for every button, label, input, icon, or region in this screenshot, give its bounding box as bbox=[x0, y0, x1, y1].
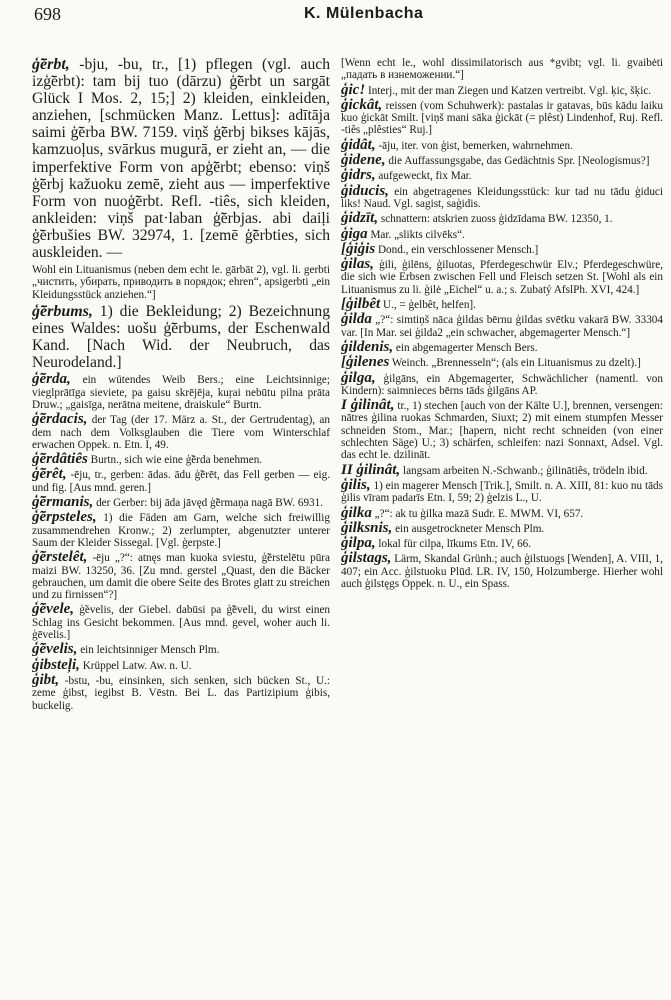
dictionary-entry bbox=[341, 81, 663, 98]
dictionary-entry bbox=[341, 258, 663, 296]
dictionary-entry bbox=[341, 369, 663, 398]
entry-text: ein leichtsinniger Mensch Plm. bbox=[77, 644, 220, 657]
entry-text: ein ausgetrockneter Mensch Plm. bbox=[392, 522, 545, 535]
entry-headword: ģilda bbox=[341, 311, 372, 328]
dictionary-entry bbox=[341, 537, 663, 550]
dictionary-entry bbox=[341, 313, 663, 339]
entry-text: ģ̃evelis, der Giebel. dabūsi pa ģ̃ēveli, du wirst einen Schlag ins Gesicht bekommen. [Aus mnd. gevel, woher auch li. ģēvelis.] bbox=[32, 604, 330, 642]
dictionary-entry bbox=[32, 551, 330, 601]
entry-text: [Wenn echt le., wohl dissimilatorisch aus *gvibt; vgl. li. gvaibėti „падать в изнеможении.“] bbox=[341, 57, 663, 82]
entry-text: der Gerber: bij āda jāvęd ģ̃ērmaņa nagā BW. 6931. bbox=[93, 497, 324, 510]
entry-headword: ģilis, bbox=[341, 476, 371, 493]
entry-headword: [ģilenes bbox=[341, 354, 390, 371]
entry-headword: ģilka bbox=[341, 504, 372, 521]
dictionary-entry bbox=[32, 468, 330, 494]
page-number: 698 bbox=[34, 4, 61, 24]
dictionary-entry bbox=[341, 96, 663, 137]
dictionary-entry bbox=[32, 373, 330, 411]
entry-text: tr., 1) stechen [auch von der Kälte U.], brennen, versengen: nātres ģilina ruokas Schmarden, Siuxt; 2) mit einem stumpfen Messer schneiden Stom., Mar.; [hapern, nicht recht schneiden (von einer schlechten Säge) U.; 3) schärfen, schleifen: nazi Sonnaxt, Adsel. Vgl. das echt le. dzilināt. bbox=[341, 400, 663, 462]
dictionary-entry bbox=[32, 603, 330, 641]
entry-headword: ģ̃ērdâtiês bbox=[32, 451, 88, 468]
entry-headword: ģidât, bbox=[341, 136, 376, 153]
dictionary-entry bbox=[341, 476, 663, 505]
dictionary-entry bbox=[32, 453, 330, 466]
entry-text: Lärm, Skandal Grünh.; auch ģilstuogs [Wenden], A. VIII, 1, 407; ein Acc. ģilstuoku Plūd. LR. IV, 150, Holzumberge. Hierher wohl auch ģilstęgs Oppek. n. U., ein Spass. bbox=[341, 553, 663, 590]
entry-headword: ģilas, bbox=[341, 256, 374, 273]
entry-headword: ģiducis, bbox=[341, 182, 389, 199]
dictionary-entry bbox=[341, 212, 663, 225]
entry-headword: ģ̃ērêt, bbox=[32, 466, 67, 483]
entry-headword: ģ̃ērbt, bbox=[32, 56, 70, 73]
dictionary-entry bbox=[341, 56, 663, 82]
entry-text: reissen (vom Schuhwerk): pastalas ir gatavas, būs kādu laiku kuo ģickāt Smilt. [viņš mani sāka ģickāt (= plêst) Lindenhof, Ruj. Refl. -tiês „plêsties“ Ruj.] bbox=[341, 99, 663, 137]
dictionary-entry bbox=[32, 303, 330, 371]
entry-headword: [ģilbêt bbox=[341, 296, 381, 313]
entry-headword: ģ̃ērda, bbox=[32, 371, 71, 388]
dictionary-entry bbox=[341, 519, 663, 536]
entry-headword: ģ̃ērbums, bbox=[32, 303, 93, 321]
entry-headword: ģ̃ēvele, bbox=[32, 601, 75, 618]
running-head: K. Mülenbacha bbox=[304, 5, 424, 22]
entry-text: Burtn., sich wie eine ģ̃ērda benehmen. bbox=[87, 454, 263, 467]
entry-headword: ģiga bbox=[341, 225, 368, 242]
entry-text: langsam arbeiten N.-Schwanb.; ģilinātiês, trödeln ibid. bbox=[400, 464, 648, 477]
dictionary-entry bbox=[32, 496, 330, 509]
entry-text: Dond., ein verschlossener Mensch.] bbox=[375, 243, 539, 256]
dictionary-entry bbox=[32, 656, 330, 673]
dictionary-entry bbox=[341, 136, 663, 153]
entry-text: der Tag (der 17. März a. St., der Gertrudentag), an dem nach dem Volksglauben die Tiere vom Winterschlaf erwachen Oppek. n. Etn. I, 49. bbox=[32, 414, 330, 451]
entry-headword: ģilga, bbox=[341, 369, 376, 386]
entry-text: ein abgetragenes Kleidungsstück: kur tad nu tādu ģiduci liks! Naud. Vgl. sagist, saģidis. bbox=[341, 185, 663, 210]
entry-headword: ģildenis, bbox=[341, 338, 394, 355]
entry-headword: ģ̃ēvelis, bbox=[32, 641, 78, 658]
entry-text: lokal für cilpa, līkums Etn. IV, 66. bbox=[375, 538, 532, 551]
dictionary-entry bbox=[341, 399, 663, 461]
entry-headword: II ģilinât, bbox=[341, 461, 401, 478]
dictionary-entry bbox=[341, 154, 663, 167]
dictionary-entry bbox=[341, 356, 663, 369]
entry-headword: ģibsteļi, bbox=[32, 656, 80, 673]
entry-text: Interj., mit der man Ziegen und Katzen vertreibt. Vgl. ķic, šķic. bbox=[365, 84, 652, 97]
right-column bbox=[341, 56, 663, 1000]
entry-headword: ģ̃ērstelêt, bbox=[32, 549, 88, 566]
entry-headword: ģidene, bbox=[341, 152, 386, 169]
dictionary-entry bbox=[341, 504, 663, 521]
entry-text: Weinch. „Brennesseln“; (als ein Lituanismus zu dzelt).] bbox=[389, 357, 641, 370]
dictionary-entry bbox=[341, 552, 663, 590]
entry-headword: ģickât, bbox=[341, 96, 383, 113]
page-header bbox=[34, 4, 657, 28]
entry-text: -āju, iter. von ģist, bemerken, wahrnehmen. bbox=[375, 139, 573, 152]
entry-headword: ģ̃ērpsteles, bbox=[32, 509, 97, 526]
entry-headword: ģilksnis, bbox=[341, 519, 393, 536]
dictionary-entry bbox=[341, 182, 663, 211]
entry-text: ein abgemagerter Mensch Bers. bbox=[393, 341, 538, 354]
entry-text: „?“: simtiņš nāca ģildas bērnu ģildas svētku vakarā BW. 33304 var. [In Mar. sei ģilda2 „ein schwacher, abgemagerter Mensch.“] bbox=[341, 314, 663, 339]
entry-text: -bju, -bu, tr., [1) pflegen (vgl. auch izģ̃ērbt): tam bij tuo (dārzu) ģ̃ērbt un sargāt Glück I Mos. 2, 15;] 2) kleiden, einkleiden, anziehen, [schmücken Manz. Lettus]: adītāja saimi ģ̃ērba BW. 7159. viņš ģ̃ērbj bikses kājās, kamzuoļus, svārkus mugurā, er zieht an, — die imperfektive Form von apģ̃ērbt; ebenso: viņš ģ̃ērbj kažuoku zemē, zieht aus — imperfektive Form von nuoģ̃ērbt. Refl. -tiês, sich kleiden, ankleiden: viņš pat·laban ģ̃ērbjas. abi daiļi ģ̃ērbušies BW. 32974, 1. [zemē ģ̃ērbties, sich auskleiden. — bbox=[32, 56, 330, 262]
entry-headword: ģidzīt, bbox=[341, 210, 379, 227]
entry-headword: [ģiģis bbox=[341, 240, 376, 257]
dictionary-entry bbox=[32, 671, 330, 712]
dictionary-entry bbox=[341, 169, 663, 182]
dictionary-entry bbox=[341, 338, 663, 355]
entry-headword: ģilstags, bbox=[341, 550, 392, 567]
dictionary-entry bbox=[32, 263, 330, 301]
dictionary-entry bbox=[32, 511, 330, 549]
entry-text: schnattern: atskrien zuoss ģidzīdama BW. 12350, 1. bbox=[378, 213, 613, 226]
entry-text: Mar. „slikts cilvēks“. bbox=[367, 228, 465, 241]
dictionary-entry bbox=[341, 225, 663, 242]
left-column bbox=[32, 56, 330, 1000]
entry-text: „?“: ak tu ģilka mazā Sudr. E. MWM. VI, 657. bbox=[371, 507, 584, 520]
entry-headword: ģidrs, bbox=[341, 167, 376, 184]
entry-text: die Auffassungsgabe, das Gedächtnis Spr. [Neologismus?] bbox=[385, 155, 650, 168]
entry-text: Krüppel Latw. Aw. n. U. bbox=[79, 659, 192, 672]
entry-headword: I ģilinât, bbox=[341, 397, 395, 414]
dictionary-entry bbox=[341, 298, 663, 311]
dictionary-entry bbox=[32, 413, 330, 451]
entry-headword: ģilpa, bbox=[341, 535, 376, 552]
entry-headword: ģibt, bbox=[32, 671, 60, 688]
entry-text: 1) die Fäden am Garn, welche sich freiwillig zusammendrehen Kronw.; 2) zerlumpter, abgenutzter unterer Saum der Kleider Sissegal. [Vgl. ģerpste.] bbox=[32, 512, 330, 549]
entry-text: aufgeweckt, fix Mar. bbox=[375, 170, 472, 183]
entry-text: 1) die Bekleidung; 2) Bezeichnung eines Waldes: uošu ģ̃ērbums, der Eschenwald Kand. [Nach Wid. der Neubruch, das Neurodeland.] bbox=[32, 303, 330, 372]
dictionary-entry bbox=[32, 56, 330, 261]
entry-text: ģili, ģilēns, ģiluotas, Pferdegeschwür Elv.; Pferdegeschwüre, die sich wie Erbsen zwischen Fell und Fleisch setzen St. [Wohl als ein Lituanismus zu li. ģilė „Eichel“ u. a.; s. Zubatý AfslPh. XVI, 424.] bbox=[341, 259, 663, 296]
entry-text: ein wütendes Weib Bers.; eine Leichtsinnige; vieglprātīga sieviete, pa gaisu skrējēja, kuŗai nebūtu pilna prāta Druw.; „gaisīga, nerātna meitene, draiskule“ Burtn. bbox=[32, 374, 330, 411]
entry-text: -ēju „?“: atnęs man kuoka sviestu, ģ̃ērstelētu pūra maizi BW. 13250, 36. [Zu mnd. gerstel „Quast, den die Bäcker gebrauchen, um damit die obere Seite des Brotes glatt zu streichen und zu firnissen“?] bbox=[32, 552, 330, 602]
dictionary-entry bbox=[341, 461, 663, 478]
entry-text: -bstu, -bu, einsinken, sich senken, sich bücken St., U.: zeme ģibst, iegibst B. Vēstn. Bei L. das Partizipium ģibis, buckelig. bbox=[32, 674, 330, 712]
entry-headword: ģ̃ērmanis, bbox=[32, 494, 94, 511]
entry-headword: ģ̃ērdacis, bbox=[32, 411, 88, 428]
entry-text: U., = ģelbêt, helfen]. bbox=[380, 299, 476, 312]
dictionary-entry bbox=[32, 643, 330, 656]
entry-headword: ģic! bbox=[341, 81, 366, 98]
entry-text: 1) ein magerer Mensch [Trik.], Smilt. n. A. XIII, 81: kuo nu tāds ģilis vīram padarīs Etn. I, 59; 2) ģelzis L., U. bbox=[341, 479, 663, 505]
entry-text: ģilgāns, ein Abgemagerter, Schwächlicher (namentl. von Kindern): saimnieces bērns tāds ģilgāns AP. bbox=[341, 372, 663, 397]
dictionary-entry bbox=[341, 240, 663, 257]
entry-text: -ēju, tr., gerben: ādas. ādu ģ̃ērēt, das Fell gerben — eig. und fig. [Aus mnd. geren.] bbox=[32, 469, 330, 494]
entry-text: Wohl ein Lituanismus (neben dem echt le. gārbāt 2), vgl. li. gerbti „чистить, убирать, приводить в порядок; ehren“, apsigerbti „ein Kleidungsstück anziehen.“] bbox=[32, 264, 330, 301]
